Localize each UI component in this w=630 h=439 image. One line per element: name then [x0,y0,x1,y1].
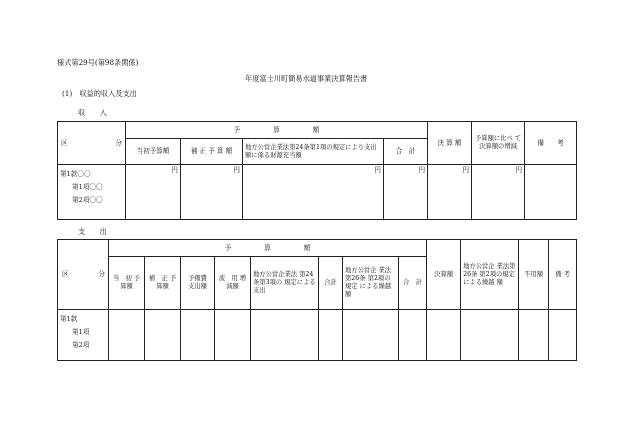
expense-goukei2-header: 合 計 [399,257,427,310]
income-kubun-label: 区 [61,138,68,147]
income-unit-cell: 円 [181,165,243,220]
expense-cell [109,310,145,361]
expense-budget-header: 予 算 額 [109,240,427,257]
expense-table [57,239,577,361]
income-bun-label: 分 [115,138,122,147]
income-row-1: 第1款〇〇 [60,170,91,178]
expense-bikou-header: 備 考 [549,240,577,310]
expense-hosei-header: 補 正 予算額 [145,257,181,310]
income-unit-cell: 円 [428,165,472,220]
income-heading: 収 入 [78,108,107,117]
income-kessan-header: 決 算 額 [428,122,472,165]
expense-cell [519,310,549,361]
expense-yobihi-header: 予備費 支出額 [181,257,215,310]
income-budget-header: 予 算 額 [126,122,428,139]
expense-chihou26-header: 地方公営企 業法第26条 第2項の規定 による繰越 額 [343,257,399,310]
expense-cell [461,310,519,361]
expense-cell [215,310,251,361]
income-chihou-header: 地方公営企業法第24条第1項の規定により支出額に係る財源充当額 [243,139,384,165]
income-unit-cell: 円 [126,165,181,220]
expense-row-2: 第1項 [72,328,90,336]
expense-ryuyou-header: 流 用 増減額 [215,257,251,310]
income-kubun-header [58,122,126,165]
expense-bun-label: 分 [98,270,105,279]
expense-heading: 支 出 [78,227,107,236]
income-unit-cell: 円 [384,165,428,220]
income-row-3: 第2項〇〇 [72,196,103,204]
income-bikou-cell [525,165,577,220]
expense-fuyou-header: 不用額 [519,240,549,310]
income-hosei-header: 補 正 予 算 額 [181,139,243,165]
expense-kubun-header [58,240,109,310]
income-table [57,121,577,220]
expense-cell [399,310,427,361]
expense-goukei1-header: 合計 [319,257,343,310]
income-bikou-header: 備 考 [525,122,577,165]
expense-cell [549,310,577,361]
income-tousho-header: 当初予算額 [126,139,181,165]
income-row-2: 第1項〇〇 [72,183,103,191]
income-row-labels [58,165,126,220]
expense-row-3: 第2項 [72,341,90,349]
expense-cell [427,310,461,361]
income-unit-cell: 円 [472,165,525,220]
document-title: 年度富士川町簡易水道事業決算報告書 [245,74,368,83]
expense-cell [343,310,399,361]
expense-kessan-header: 決算額 [427,240,461,310]
income-unit-cell: 円 [243,165,384,220]
expense-cell [181,310,215,361]
expense-chihou24-header: 地方公営企業法 第24条第3項の 規定による支出 [251,257,319,310]
expense-cell [251,310,319,361]
income-goukei-header: 合 計 [384,139,428,165]
expense-cell [145,310,181,361]
expense-row-labels [58,310,109,361]
expense-kurikoshi-header: 地方公営企 業法第26条 第2項の規定 による繰越 額 [461,240,519,310]
expense-row-1: 第1款 [60,315,78,323]
expense-tousho-header: 当 初 予算額 [109,257,145,310]
section-heading: (1) 収益的収入及支出 [62,89,137,98]
expense-kubun-label: 区 [62,270,69,279]
form-label: 様式第29号(第98条関係) [57,58,139,67]
income-hikaku-header: 予算額に比べ て決算額の増減 [472,122,525,165]
expense-cell [319,310,343,361]
